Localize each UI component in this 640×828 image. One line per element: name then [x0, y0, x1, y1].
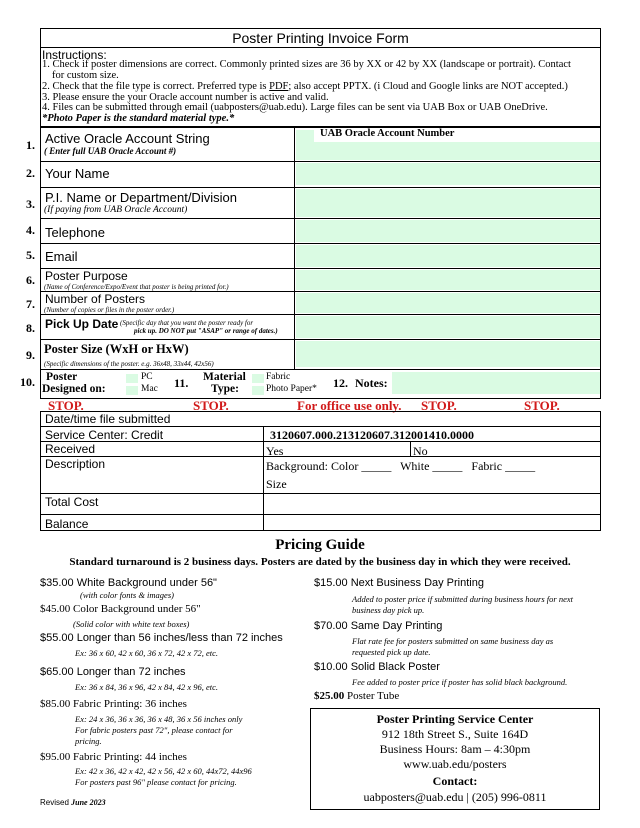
field-2-label: Your Name — [45, 166, 110, 181]
row-divider — [40, 218, 601, 219]
oracle-account-input[interactable] — [296, 142, 600, 160]
form-vertical-divider — [294, 127, 295, 369]
pc-option-label: PC — [141, 372, 153, 382]
instruction-1b: for custom size. — [52, 70, 119, 81]
form-title: Poster Printing Invoice Form — [232, 30, 409, 46]
instruction-5: *Photo Paper is the standard material type.* — [42, 113, 235, 124]
field-6-sublabel: (Name of Conference/Expo/Event that poster is being printed for.) — [44, 283, 229, 291]
field-8-label: Pick Up Date — [45, 317, 119, 331]
field-1-sublabel: ( Enter full UAB Oracle Account #) — [44, 146, 177, 156]
instruction-1: 1. Check if poster dimensions are correct. Commonly printed sizes are 36 by XX or 42 by XX (landscape or portrait). Contact — [42, 59, 571, 70]
field-6-number: 6. — [26, 273, 35, 287]
field-6-label: Poster Purpose — [45, 269, 128, 283]
office-row-divider — [40, 426, 601, 427]
tube-label: Poster Tube — [344, 690, 400, 702]
size-label: Size — [266, 477, 287, 491]
description-label: Description — [45, 457, 106, 471]
date-submitted-label: Date/time file submitted — [45, 412, 171, 426]
instruction-2 — [42, 81, 568, 92]
stop-label-4: STOP. — [524, 398, 560, 413]
service-center-name: Poster Printing Service Center — [376, 712, 534, 726]
field-8-sublabel-1: (Specific day that you want the poster ready for — [120, 319, 254, 327]
field-10-label-2: Designed on: — [42, 383, 106, 395]
row-divider — [40, 243, 601, 244]
poster-size-input[interactable] — [296, 341, 600, 367]
oracle-account-number-label: UAB Oracle Account Number — [320, 128, 455, 139]
received-yes[interactable]: Yes — [266, 444, 284, 458]
price-item-5-note-3: pricing. — [75, 736, 102, 746]
received-divider — [410, 441, 411, 456]
service-center-contact-heading: Contact: — [432, 774, 478, 788]
tube-price: $25.00 — [314, 690, 345, 702]
office-use-only-label: For office use only. — [297, 398, 402, 413]
field-11-number: 11. — [174, 376, 189, 390]
rush-item-1: $15.00 Next Business Day Printing — [314, 577, 484, 589]
price-item-5: $85.00 Fabric Printing: 36 inches — [40, 698, 187, 710]
your-name-input[interactable] — [296, 163, 600, 185]
service-center-address: 912 18th Street S., Suite 164D — [381, 727, 529, 741]
pc-checkbox[interactable] — [126, 374, 138, 383]
price-item-2-note: (Solid color with white text boxes) — [73, 619, 190, 629]
field-9-number: 9. — [26, 348, 35, 362]
description-value: Background: Color _____ White _____ Fabric _____ — [266, 459, 536, 473]
telephone-input[interactable] — [296, 220, 600, 242]
service-center-hours: Business Hours: 8am – 4:30pm — [379, 742, 531, 756]
photo-paper-option-label: Photo Paper* — [266, 384, 317, 394]
dated-text: Posters are dated by the business day in which they were received. — [258, 556, 571, 568]
instruction-4: 4. Files can be submitted through email (uabposters@uab.edu). Large files can be sent via UAB Box or UAB OneDrive. — [42, 102, 548, 113]
field-3-sublabel: (If paying from UAB Oracle Account) — [44, 205, 188, 215]
field-11-label-1: Material — [203, 371, 246, 383]
price-item-6: $95.00 Fabric Printing: 44 inches — [40, 751, 187, 763]
rush-item-3: $10.00 Solid Black Poster — [314, 661, 440, 673]
revised-date — [40, 798, 106, 807]
turnaround-text: Standard turnaround is 2 business days. — [69, 556, 259, 568]
pricing-guide-title: Pricing Guide — [275, 537, 365, 553]
oracle-account-input-left[interactable] — [296, 130, 314, 142]
service-center-credit-label: Service Center: Credit — [45, 428, 164, 442]
fabric-checkbox[interactable] — [252, 374, 264, 383]
row-divider — [40, 369, 601, 370]
office-row-divider — [40, 493, 601, 494]
mac-option-label: Mac — [141, 384, 158, 394]
field-7-sublabel: (Number of copies or files in the poster order.) — [44, 306, 175, 314]
price-item-2: $45.00 Color Background under 56" — [40, 603, 201, 615]
stop-label-2: STOP. — [193, 398, 229, 413]
rush-item-2-note-2: requested pick up date. — [352, 647, 431, 657]
email-input[interactable] — [296, 245, 600, 267]
price-item-3: $55.00 Longer than 56 inches/less than 72 inches — [40, 632, 283, 644]
price-item-1-note: (with color fonts & images) — [80, 590, 174, 600]
field-10-label-1: Poster — [46, 371, 78, 383]
row-divider — [40, 314, 601, 315]
rush-item-2: $70.00 Same Day Printing — [314, 620, 443, 632]
price-item-6-note-2: For posters past 96" please contact for pricing. — [75, 777, 237, 787]
field-4-number: 4. — [26, 223, 35, 237]
price-item-1: $35.00 White Background under 56" — [40, 577, 217, 589]
revised-label: Revised — [40, 798, 72, 807]
pricing-guide-subtitle — [0, 556, 640, 568]
field-10-number: 10. — [20, 375, 35, 389]
total-cost-label: Total Cost — [45, 495, 99, 509]
rush-item-4 — [314, 690, 399, 702]
field-1-label: Active Oracle Account String — [45, 131, 210, 146]
field-11-label-2: Type: — [211, 383, 239, 395]
price-item-3-note: Ex: 36 x 60, 42 x 60, 36 x 72, 42 x 72, etc. — [75, 648, 219, 658]
price-item-6-note-1: Ex: 42 x 36, 42 x 42, 42 x 56, 42 x 60, 44x72, 44x96 — [75, 766, 252, 776]
mac-checkbox[interactable] — [126, 386, 138, 395]
field-7-number: 7. — [26, 297, 35, 311]
balance-label: Balance — [45, 517, 89, 531]
row-divider — [40, 187, 601, 188]
instructions-heading: Instructions: — [42, 48, 107, 62]
fabric-option-label: Fabric — [266, 372, 291, 382]
field-9-sublabel: (Specific dimensions of the poster. e.g. 36x48, 33x44, 42x56) — [44, 360, 214, 368]
price-item-5-note-1: Ex: 24 x 36, 36 x 36, 36 x 48, 36 x 56 inches only — [75, 714, 243, 724]
pickup-date-input[interactable] — [296, 316, 600, 338]
field-4-label: Telephone — [45, 225, 105, 240]
field-3-label: P.I. Name or Department/Division — [45, 190, 237, 205]
number-of-posters-input[interactable] — [296, 293, 600, 313]
field-7-label: Number of Posters — [45, 292, 146, 306]
pdf-link[interactable]: PDF — [269, 81, 289, 92]
row-divider — [40, 339, 601, 340]
instruction-3: 3. Please ensure the your Oracle account number is active and valid. — [42, 92, 329, 103]
notes-input[interactable] — [392, 372, 600, 394]
stop-label-1: STOP. — [48, 398, 84, 413]
service-center-email-phone[interactable]: uabposters@uab.edu | (205) 996-0811 — [363, 790, 547, 804]
field-1-number: 1. — [26, 138, 35, 152]
price-item-4-note: Ex: 36 x 84, 36 x 96, 42 x 84, 42 x 96, etc. — [75, 682, 219, 692]
received-label: Received — [45, 442, 96, 456]
revised-date-value: June 2023 — [71, 798, 106, 807]
field-5-label: Email — [45, 249, 78, 264]
field-9-label: Poster Size (WxH or HxW) — [44, 342, 189, 356]
photo-paper-checkbox[interactable] — [252, 386, 264, 395]
field-12-label: Notes: — [355, 376, 388, 390]
field-8-sublabel-2: pick up. DO NOT put "ASAP" or range of dates.) — [134, 327, 278, 335]
price-item-4: $65.00 Longer than 72 inches — [40, 666, 186, 678]
received-no[interactable]: No — [413, 444, 428, 458]
field-5-number: 5. — [26, 248, 35, 262]
instruction-2b: ; also accept PPTX. (i Cloud and Google links are NOT accepted.) — [288, 81, 568, 92]
price-item-5-note-2: For fabric posters past 72", please contact for — [75, 725, 233, 735]
office-row-divider — [40, 514, 601, 515]
field-8-number: 8. — [26, 321, 35, 335]
rush-item-2-note-1: Flat rate fee for posters submitted on same business day as — [352, 636, 554, 646]
poster-purpose-input[interactable] — [296, 270, 600, 290]
service-center-website[interactable]: www.uab.edu/posters — [403, 757, 507, 771]
instruction-2a: 2. Check that the file type is correct. Preferred type is — [42, 81, 270, 92]
rush-item-1-note-2: business day pick up. — [352, 605, 425, 615]
office-row-divider — [40, 456, 601, 457]
row-divider — [40, 161, 601, 162]
pi-name-input[interactable] — [296, 189, 600, 217]
service-center-credit-value: 3120607.000.213120607.312001410.0000 — [270, 428, 474, 442]
field-12-number: 12. — [333, 376, 348, 390]
field-2-number: 2. — [26, 166, 35, 180]
rush-item-1-note-1: Added to poster price if submitted during business hours for next — [352, 594, 573, 604]
stop-label-3: STOP. — [421, 398, 457, 413]
field-3-number: 3. — [26, 197, 35, 211]
rush-item-3-note: Fee added to poster price if poster has solid black background. — [352, 677, 568, 687]
